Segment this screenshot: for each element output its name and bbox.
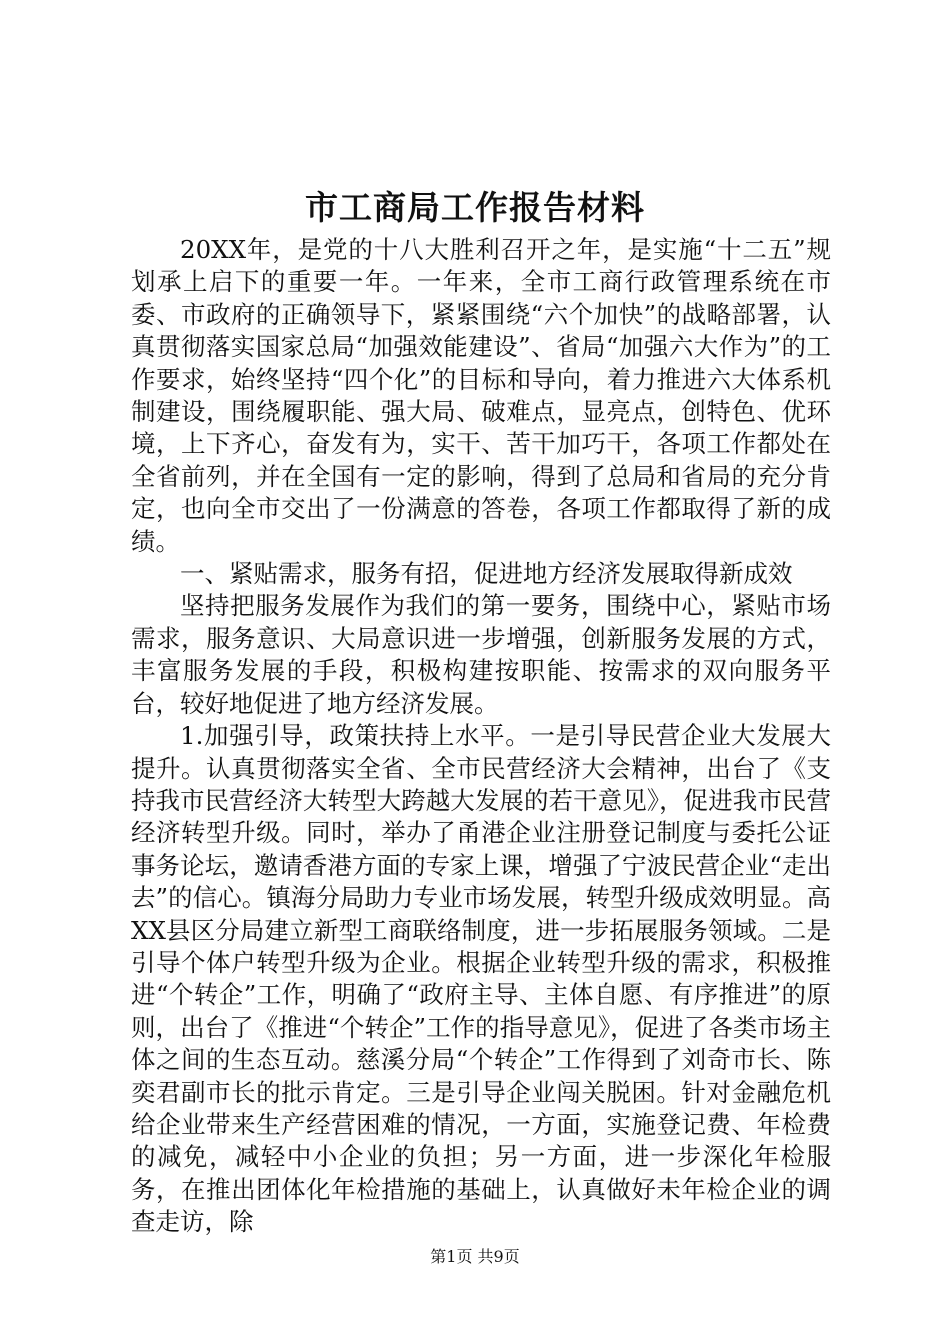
document-body <box>131 234 831 1239</box>
subsection-paragraph: 1.加强引导，政策扶持上水平。一是引导民营企业大发展大提升。认真贯彻落实全省、全市民营经济大会精神，出台了《支持我市民营经济大转型大跨越大发展的若干意见》，促进我市民营经济转型升级。同时，举办了甬港企业注册登记制度与委托公证事务论坛，邀请香港方面的专家上课，增强了宁波民营企业“走出去”的信心。镇海分局助力专业市场发展，转型升级成效明显。高XX县区分局建立新型工商联络制度，进一步拓展服务领域。二是引导个体户转型升级为企业。根据企业转型升级的需求，积极推进“个转企”工作，明确了“政府主导、主体自愿、有序推进”的原则，出台了《推进“个转企”工作的指导意见》，促进了各类市场主体之间的生态互动。慈溪分局“个转企”工作得到了刘奇市长、陈奕君副市长的批示肯定。三是引导企业闯关脱困。针对金融危机给企业带来生产经营困难的情况，一方面，实施登记费、年检费的减免，减轻中小企业的负担；另一方面，进一步深化年检服务，在推出团体化年检措施的基础上，认真做好未年检企业的调查走访，除 <box>131 721 831 1237</box>
page-number-footer: 第1页 共9页 <box>430 1247 520 1266</box>
intro-paragraph: 20XX年，是党的十八大胜利召开之年，是实施“十二五”规划承上启下的重要一年。一年来，全市工商行政管理系统在市委、市政府的正确领导下，紧紧围绕“六个加快”的战略部署，认真贯彻落实国家总局“加强效能建设”、省局“加强六大作为”的工作要求，始终坚持“四个化”的目标和导向，着力推进六大体系机制建设，围绕履职能、强大局、破难点，显亮点，创特色、优环境，上下齐心，奋发有为，实干、苦干加巧干，各项工作都处在全省前列，并在全国有一定的影响，得到了总局和省局的充分肯定，也向全市交出了一份满意的答卷，各项工作都取得了新的成绩。 <box>131 235 831 556</box>
document-title: 市工商局工作报告材料 <box>305 188 645 227</box>
section-heading: 一、紧贴需求，服务有招，促进地方经济发展取得新成效 <box>180 559 793 589</box>
section-paragraph: 坚持把服务发展作为我们的第一要务，围绕中心，紧贴市场需求，服务意识、大局意识进一步增强，创新服务发展的方式，丰富服务发展的手段，积极构建按职能、按需求的双向服务平台，较好地促进了地方经济发展。 <box>131 591 831 718</box>
